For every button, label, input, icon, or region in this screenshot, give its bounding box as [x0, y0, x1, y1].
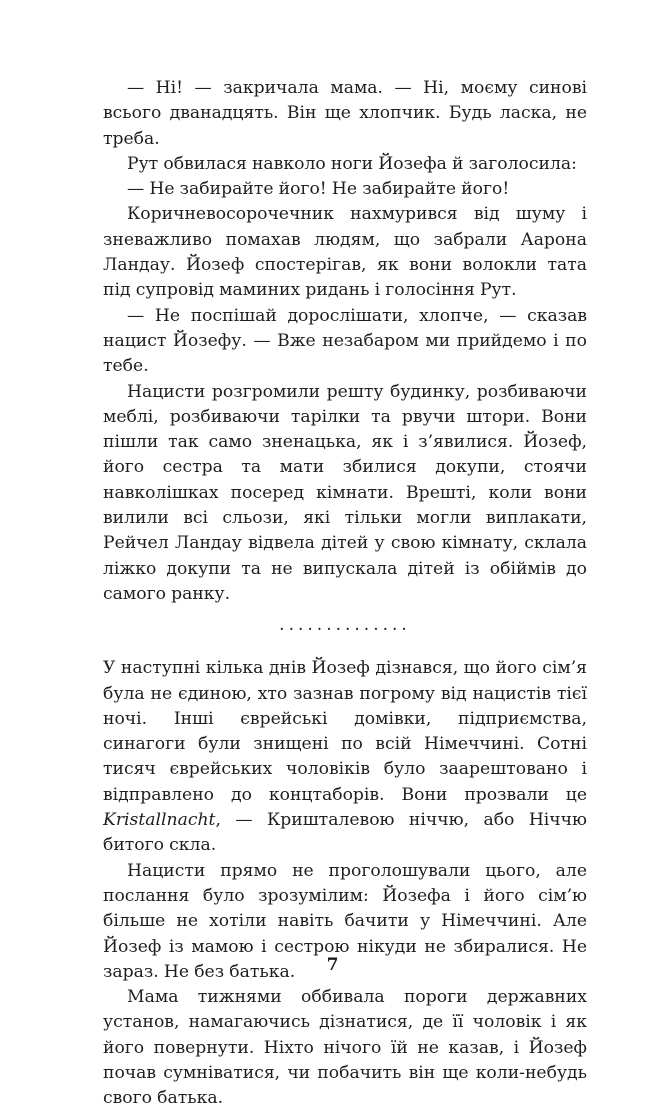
- paragraph-ruth-clings: Рут обвилася навколо ноги Йозефа й заголосила:: [127, 153, 577, 174]
- kristallnacht-text-before: У наступні кілька днів Йозеф дізнався, що його сім’я була не єдиною, хто зазнав погрому від нацистів тієї ночі. Інші єврейські домівки, підприємства, синагоги були знищені по всій Німеччині. Сотні тисяч єврейських чоловіків було заарештовано і відправлено до концтаборів. Вони прозвали це: [103, 658, 587, 805]
- paragraph-unwanted: Нацисти прямо не проголошували цього, але послання було зрозумілим: Йозефа і його сім’ю більше не хотіли навіть бачити у Німеччині. Але Йозеф із мамою і сестрою нікуди не збиралися. Не зараз. Не без батька.: [103, 860, 587, 982]
- paragraph-nazi-threat: — Не поспішай дорослішати, хлопче, — сказав нацист Йозефу. — Вже незабаром ми прийдемо і по тебе.: [103, 305, 587, 377]
- paragraph-mother-cry: — Ні! — закричала мама. — Ні, моєму синові всього дванадцять. Він ще хлопчик. Будь ласка, не треба.: [103, 78, 587, 149]
- section-separator: ..............: [279, 615, 411, 636]
- paragraph-brownshirt: Коричневосорочечник нахмурився від шуму і зневажливо помахав людям, що забрали Аарона Ландау. Йозеф спостерігав, як вони волокли тата під супровід маминих ридань і голосіння Рут.: [103, 204, 587, 301]
- paragraph-kristallnacht: [103, 656, 587, 858]
- paragraph-mother-search: Мама тижнями оббивала пороги державних установ, намагаючись дізнатися, де її чоловік і як його повернути. Ніхто нічого їй не казав, і Йозеф почав сумніватися, чи побачить він ще коли-небудь свого батька.: [103, 987, 587, 1109]
- kristallnacht-italic-term: Kristallnacht: [103, 810, 216, 831]
- paragraph-ruth-plea: — Не забирайте його! Не забирайте його!: [127, 179, 510, 200]
- paragraph-house-destroyed: Нацисти розгромили решту будинку, розбиваючи меблі, розбиваючи тарілки та рвучи штори. Вони пішли так само зненацька, як і з’явилися. Йозеф, його сестра та мати збилися докупи, стоячи навколішках посеред кімнати. Врешті, коли вони вилили всі сльози, які тільки могли виплакати, Рейчел Ландау відвела дітей у свою кімнату, склала ліжко докупи та не випускала дітей із обіймів до самого ранку.: [103, 381, 587, 604]
- page-number: 7: [326, 955, 339, 975]
- kristallnacht-text-after: , — Кришталевою ніччю, або Ніччю битого скла.: [103, 810, 587, 856]
